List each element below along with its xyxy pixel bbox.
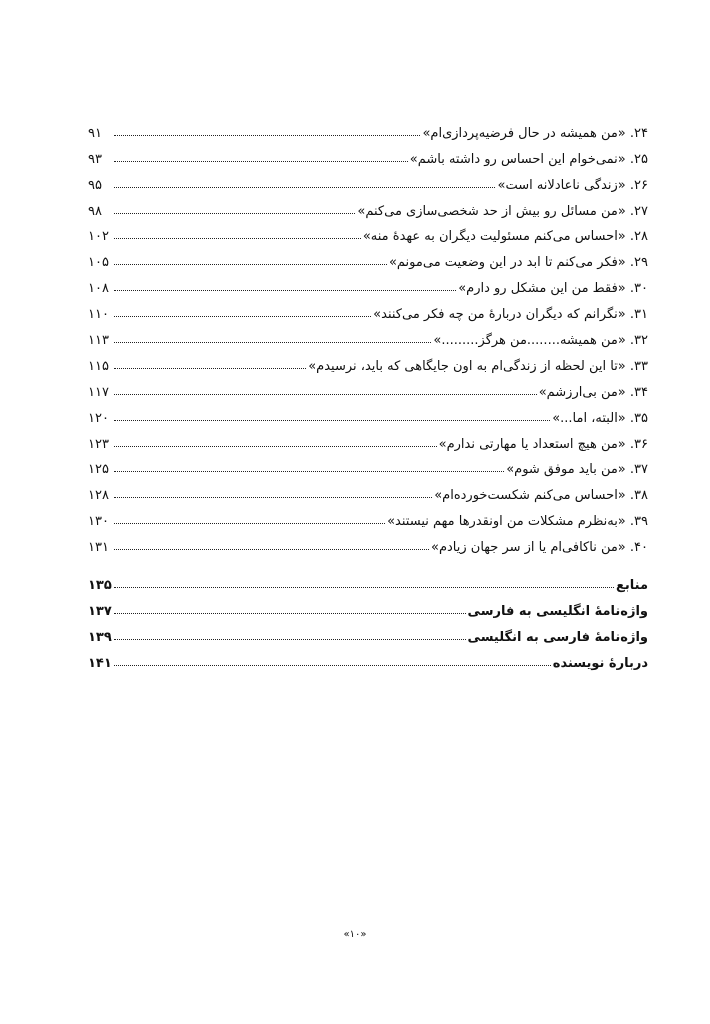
toc-entry-title: ۳۲. «من همیشه........من هرگز.........» bbox=[433, 333, 648, 349]
dot-leader bbox=[114, 522, 385, 524]
toc-entry-title: ۳۱. «نگرانم که دیگران دربارهٔ من چه فکر می‌کنند» bbox=[373, 307, 648, 323]
dot-leader bbox=[114, 289, 456, 291]
toc-entry-31[interactable] bbox=[88, 295, 648, 321]
toc-entry-35[interactable] bbox=[88, 399, 648, 425]
toc-entry-page: ۱۱۳ bbox=[88, 333, 109, 349]
toc-entry-36[interactable] bbox=[88, 425, 648, 451]
toc-entry-title: ۳۷. «من باید موفق شوم» bbox=[506, 462, 648, 478]
dot-leader bbox=[114, 160, 408, 162]
toc-entry-33[interactable] bbox=[88, 347, 648, 373]
toc-entry-page: ۱۰۵ bbox=[88, 255, 109, 271]
toc-entry-page: ۱۳۱ bbox=[88, 540, 109, 556]
toc-entry-page: ۱۰۸ bbox=[88, 281, 109, 297]
toc-entry-title: ۳۸. «احساس می‌کنم شکست‌خورده‌ام» bbox=[434, 488, 648, 504]
toc-section-title: دربارهٔ نویسنده bbox=[552, 655, 648, 671]
toc-entry-title: ۳۳. «تا این لحظه از زندگی‌ام به اون جایگاهی که باید، نرسیدم» bbox=[308, 358, 648, 374]
section-spacer bbox=[88, 554, 648, 566]
dot-leader bbox=[114, 237, 361, 239]
toc-section-about-author[interactable] bbox=[88, 644, 648, 670]
dot-leader bbox=[114, 548, 429, 550]
toc-entry-title: ۲۵. «نمی‌خوام این احساس رو داشته باشم» bbox=[409, 151, 648, 167]
dot-leader bbox=[114, 263, 387, 265]
dot-leader bbox=[114, 664, 551, 666]
toc-section-title: واژه‌نامهٔ فارسی به انگلیسی bbox=[467, 629, 648, 645]
dot-leader bbox=[114, 186, 495, 188]
toc-entry-39[interactable] bbox=[88, 502, 648, 528]
toc-entry-title: ۳۵. «البته، اما...» bbox=[552, 410, 648, 426]
dot-leader bbox=[114, 445, 437, 447]
toc-entry-34[interactable] bbox=[88, 373, 648, 399]
toc-section-page: ۱۳۹ bbox=[88, 629, 112, 645]
dot-leader bbox=[114, 638, 466, 640]
toc-section-page: ۱۳۷ bbox=[88, 603, 112, 619]
toc-entry-27[interactable] bbox=[88, 192, 648, 218]
toc-entry-title: ۳۹. «به‌نظرم مشکلات من اونقدرها مهم نیستند» bbox=[387, 514, 648, 530]
toc-entry-page: ۱۱۵ bbox=[88, 358, 109, 374]
toc-entry-24[interactable] bbox=[88, 114, 648, 140]
toc-entry-title: ۳۰. «فقط من این مشکل رو دارم» bbox=[458, 281, 648, 297]
dot-leader bbox=[114, 367, 306, 369]
toc-entry-page: ۱۲۳ bbox=[88, 436, 109, 452]
page-number: «۱۰» bbox=[343, 929, 367, 940]
dot-leader bbox=[114, 496, 432, 498]
toc-entry-page: ۹۳ bbox=[88, 151, 102, 167]
toc-section-page: ۱۳۵ bbox=[88, 578, 112, 594]
toc-entry-30[interactable] bbox=[88, 269, 648, 295]
toc-section-title: منابع bbox=[616, 578, 648, 594]
table-of-contents bbox=[88, 114, 648, 670]
dot-leader bbox=[114, 586, 614, 588]
toc-entry-title: ۲۶. «زندگی ناعادلانه است» bbox=[497, 177, 648, 193]
toc-entry-page: ۱۱۷ bbox=[88, 384, 109, 400]
toc-entry-page: ۱۳۰ bbox=[88, 514, 109, 530]
toc-entry-title: ۲۸. «احساس می‌کنم مسئولیت دیگران به عهدهٔ منه» bbox=[362, 229, 648, 245]
dot-leader bbox=[114, 134, 420, 136]
toc-entry-29[interactable] bbox=[88, 243, 648, 269]
toc-section-page: ۱۴۱ bbox=[88, 655, 112, 671]
toc-entry-title: ۲۹. «فکر می‌کنم تا ابد در این وضعیت می‌مونم» bbox=[388, 255, 648, 271]
toc-entry-page: ۹۸ bbox=[88, 203, 102, 219]
dot-leader bbox=[114, 470, 504, 472]
toc-entry-page: ۱۰۲ bbox=[88, 229, 109, 245]
toc-entry-title: ۲۷. «من مسائل رو بیش از حد شخصی‌سازی می‌کنم» bbox=[357, 203, 648, 219]
toc-section-glossary-fa-en[interactable] bbox=[88, 618, 648, 644]
toc-entry-40[interactable] bbox=[88, 528, 648, 554]
toc-entry-28[interactable] bbox=[88, 218, 648, 244]
toc-entry-title: ۳۶. «من هیچ استعداد یا مهارتی ندارم» bbox=[438, 436, 648, 452]
dot-leader bbox=[114, 393, 537, 395]
toc-entry-page: ۱۲۰ bbox=[88, 410, 109, 426]
toc-entry-26[interactable] bbox=[88, 166, 648, 192]
toc-entry-32[interactable] bbox=[88, 321, 648, 347]
toc-entry-page: ۹۵ bbox=[88, 177, 102, 193]
toc-entry-page: ۹۱ bbox=[88, 125, 102, 141]
toc-entry-38[interactable] bbox=[88, 476, 648, 502]
toc-entry-page: ۱۱۰ bbox=[88, 307, 109, 323]
dot-leader bbox=[114, 315, 371, 317]
toc-section-title: واژه‌نامهٔ انگلیسی به فارسی bbox=[467, 603, 648, 619]
toc-entry-25[interactable] bbox=[88, 140, 648, 166]
toc-entry-37[interactable] bbox=[88, 451, 648, 477]
toc-section-references[interactable] bbox=[88, 566, 648, 592]
dot-leader bbox=[114, 612, 466, 614]
toc-entry-page: ۱۲۸ bbox=[88, 488, 109, 504]
dot-leader bbox=[114, 341, 431, 343]
toc-entry-title: ۲۴. «من همیشه در حال فرضیه‌پردازی‌ام» bbox=[422, 125, 648, 141]
toc-entry-page: ۱۲۵ bbox=[88, 462, 109, 478]
toc-entry-title: ۳۴. «من بی‌ارزشم» bbox=[538, 384, 648, 400]
toc-section-glossary-en-fa[interactable] bbox=[88, 592, 648, 618]
dot-leader bbox=[114, 212, 355, 214]
toc-entry-title: ۴۰. «من ناکافی‌ام یا از سر جهان زیادم» bbox=[431, 540, 648, 556]
dot-leader bbox=[114, 419, 550, 421]
